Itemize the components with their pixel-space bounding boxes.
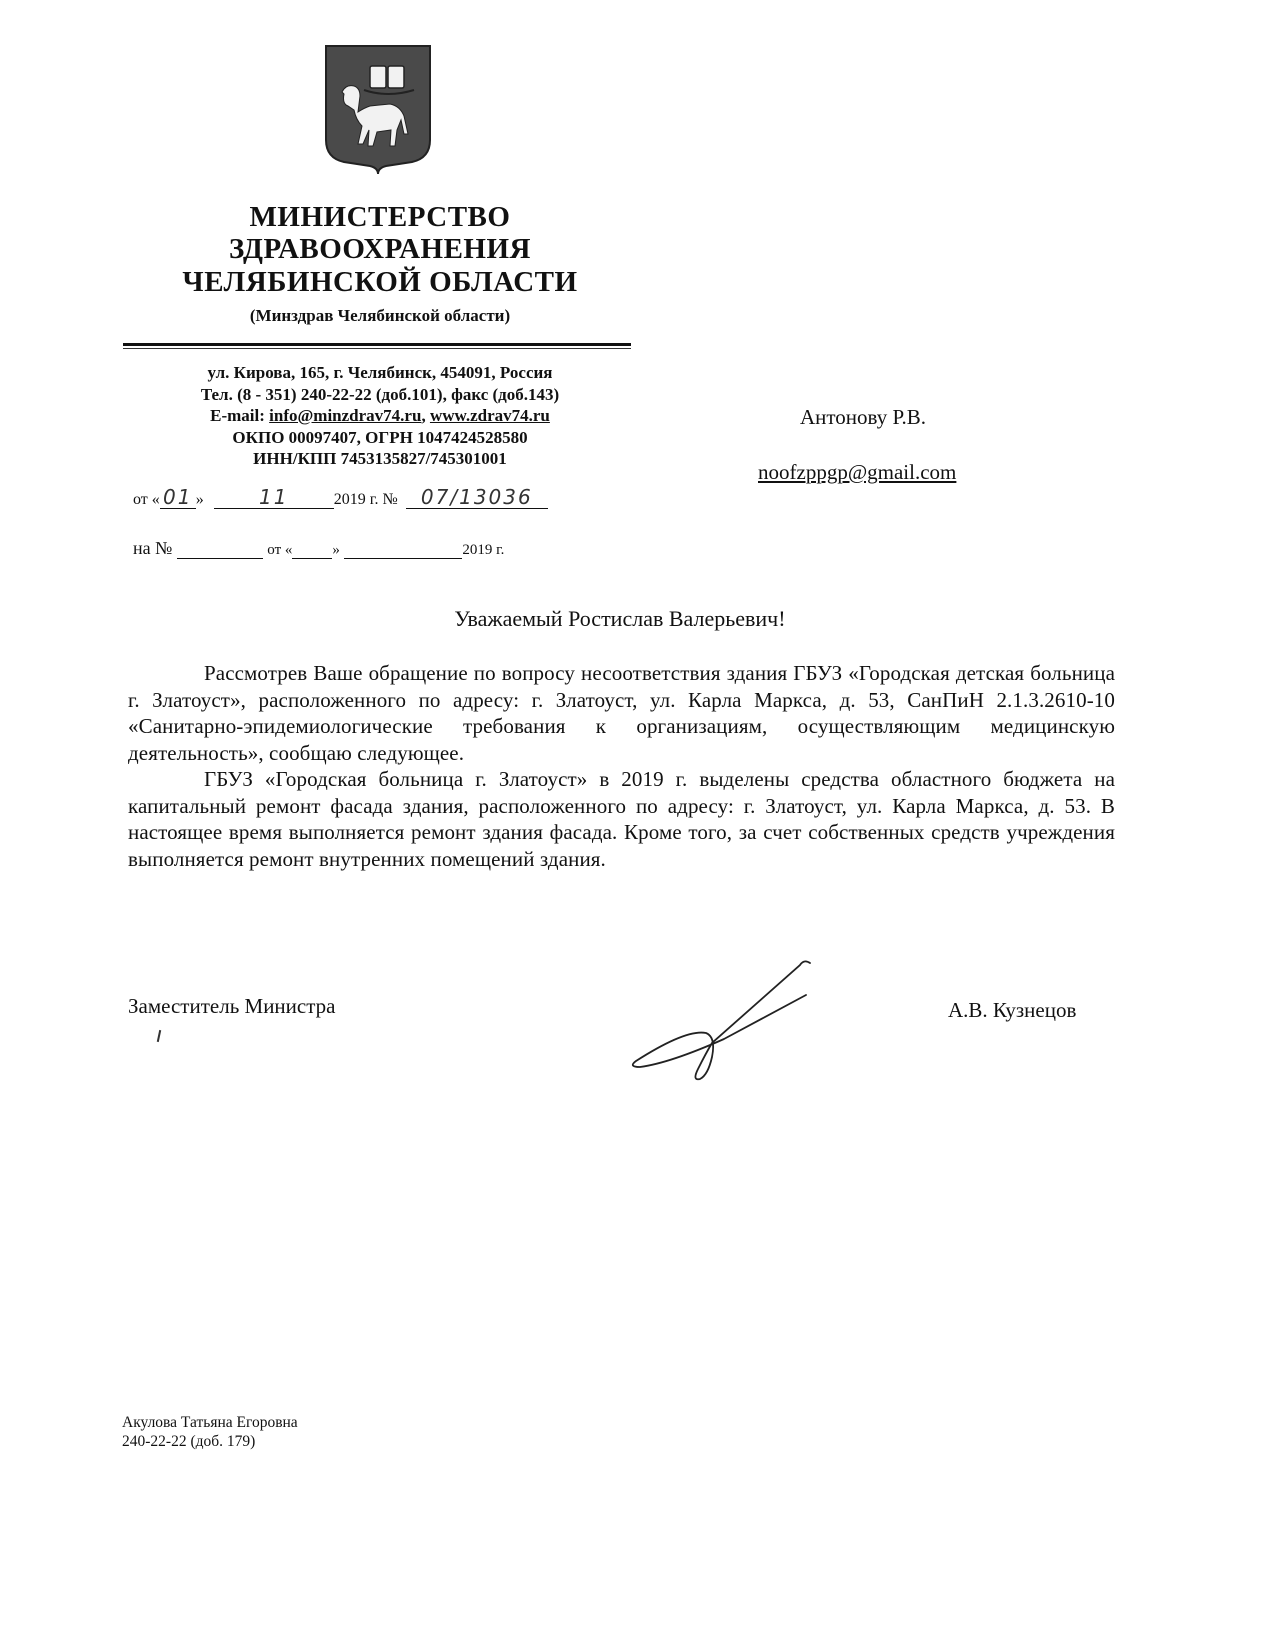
ref-month-blank — [344, 538, 462, 559]
salutation: Уважаемый Ростислав Валерьевич! — [454, 606, 786, 631]
outgoing-registration — [133, 485, 548, 509]
date-day: 01 — [160, 488, 196, 509]
ref-number-blank — [177, 538, 263, 559]
outgoing-number: 07/13036 — [406, 488, 548, 509]
ministry-title-line-1: МИНИСТЕРСТВО — [249, 201, 511, 233]
letterhead-divider-thin — [123, 348, 631, 349]
ministry-email-link[interactable]: info@minzdrav74.ru — [269, 406, 422, 425]
letter-body — [128, 660, 1115, 872]
date-from-label: от « — [133, 491, 160, 508]
letterhead-divider-thick — [123, 343, 631, 346]
stray-mark — [157, 1030, 161, 1042]
ref-year-label: 2019 г. — [462, 542, 505, 558]
ministry-short-name: (Минздрав Челябинской области) — [249, 306, 511, 325]
letterhead-contacts — [120, 362, 640, 470]
ref-from-label: от « — [267, 542, 293, 558]
body-paragraph-1: Рассмотрев Ваше обращение по вопросу несоответствия здания ГБУЗ «Городская детская больница г. Златоуст», расположенного по адресу: г. Златоуст, ул. Карла Маркса, д. 53, СанПиН 2.1.3.2610-10 «Санитарно-эпидемиологические требования к организациям, осуществляющим медицинскую деятельность», сообщаю следующее. — [128, 661, 1115, 765]
ministry-address: ул. Кирова, 165, г. Челябинск, 454091, Россия — [207, 363, 553, 382]
email-separator: , — [421, 406, 430, 425]
signatory-position: Заместитель Министра — [128, 994, 336, 1018]
recipient-email[interactable]: noofzppgp@gmail.com — [758, 460, 957, 484]
ministry-website-link[interactable]: www.zdrav74.ru — [429, 406, 550, 425]
executor-info — [122, 1413, 298, 1451]
date-quote-close: » — [195, 491, 204, 508]
ministry-inn-kpp: ИНН/КПП 7453135827/745301001 — [253, 449, 507, 468]
ministry-title-line-2: ЗДРАВООХРАНЕНИЯ — [229, 233, 531, 265]
signatory-name: А.В. Кузнецов — [948, 998, 1077, 1022]
ministry-title-line-3: ЧЕЛЯБИНСКОЙ ОБЛАСТИ — [182, 266, 578, 298]
executor-name: Акулова Татьяна Егоровна — [122, 1414, 298, 1431]
executor-phone: 240-22-22 (доб. 179) — [122, 1433, 256, 1450]
email-label: E-mail: — [210, 406, 270, 425]
ministry-okpo-ogrn: ОКПО 00097407, ОГРН 1047424528580 — [232, 427, 528, 447]
ministry-email-web — [120, 405, 640, 427]
incoming-reference — [133, 538, 504, 559]
recipient-name: Антонову Р.В. — [800, 405, 927, 429]
date-month: 11 — [214, 488, 334, 509]
coat-of-arms-icon — [322, 40, 434, 174]
ref-number-label: на № — [133, 538, 173, 558]
ref-day-blank — [292, 538, 332, 559]
handwritten-signature-icon — [620, 955, 820, 1085]
date-year-label: 2019 г. № — [333, 491, 398, 508]
ministry-phone: Тел. (8 - 351) 240-22-22 (доб.101), факс (доб.143) — [200, 384, 560, 404]
body-paragraph-2: ГБУЗ «Городская больница г. Златоуст» в 2019 г. выделены средства областного бюджета на капитальный ремонт фасада здания, расположенного по адресу: г. Златоуст, ул. Карла Маркса, д. 53. В настоящее время выполняется ремонт здания фасада. Кроме того, за счет собственных средств учреждения выполняется ремонт внутренних помещений здания. — [128, 767, 1115, 871]
ref-quote-close: » — [332, 542, 340, 558]
